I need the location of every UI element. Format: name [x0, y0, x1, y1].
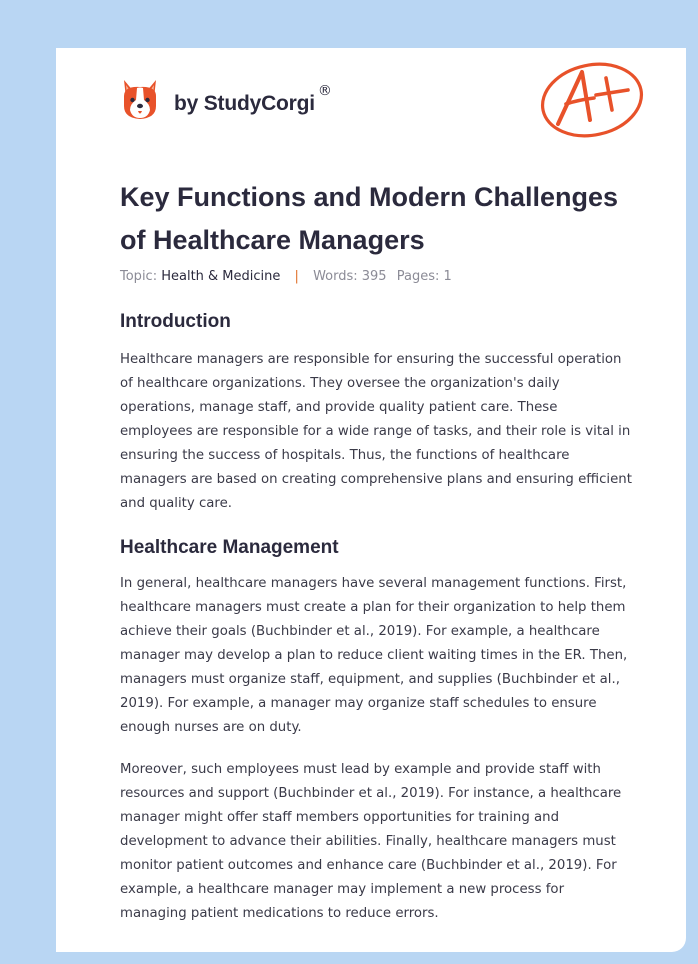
paragraph: Moreover, such employees must lead by example and provide staff with resources and support (Buchbinder et al., 2019). For instance, a healthcare manager might offer staff members opportunities for training and development to advance their abilities. Finally, healthcare managers must monitor patient outcomes and enhance care (Buchbinder et al., 2019). For example, a healthcare manager may implement a new process for managing patient medications to reduce errors.: [120, 762, 622, 921]
corgi-icon: [120, 78, 160, 122]
a-plus-grade-icon: [538, 58, 648, 140]
section-heading-introduction: Introduction: [120, 311, 231, 332]
document-meta: [120, 269, 452, 284]
document-title: Key Functions and Modern Challenges of Healthcare Managers: [120, 182, 619, 255]
word-count: Words: 395: [313, 269, 387, 284]
document-page: [56, 48, 686, 952]
meta-separator: |: [294, 269, 299, 284]
page-count: Pages: 1: [396, 269, 452, 284]
topic-link[interactable]: Health & Medicine: [161, 269, 281, 284]
registered-mark: ®: [317, 83, 332, 99]
brand-name: by StudyCorgi: [174, 92, 315, 115]
paragraph: Healthcare managers are responsible for ensuring the successful operation of healthcare organizations. They oversee the organization's daily operations, manage staff, and provide quality patient care. These employees are responsible for a wide range of tasks, and their role is vital in ensuring the success of hospitals. Thus, the functions of healthcare managers are based on creating comprehensive plans and ensuring efficient and quality care.: [120, 352, 632, 511]
brand-header[interactable]: [120, 76, 332, 124]
section-heading-healthcare-management: Healthcare Management: [120, 537, 339, 558]
document-body: [120, 310, 632, 926]
paragraph: In general, healthcare managers have several management functions. First, healthcare managers must create a plan for their organization to help them achieve their goals (Buchbinder et al., 2019). For example, a healthcare manager may develop a plan to reduce client waiting times in the ER. Then, managers must organize staff, equipment, and supplies (Buchbinder et al., 2019). For example, a manager may organize staff schedules to ensure enough nurses are on duty.: [120, 576, 628, 735]
topic-label: Topic:: [120, 269, 158, 284]
